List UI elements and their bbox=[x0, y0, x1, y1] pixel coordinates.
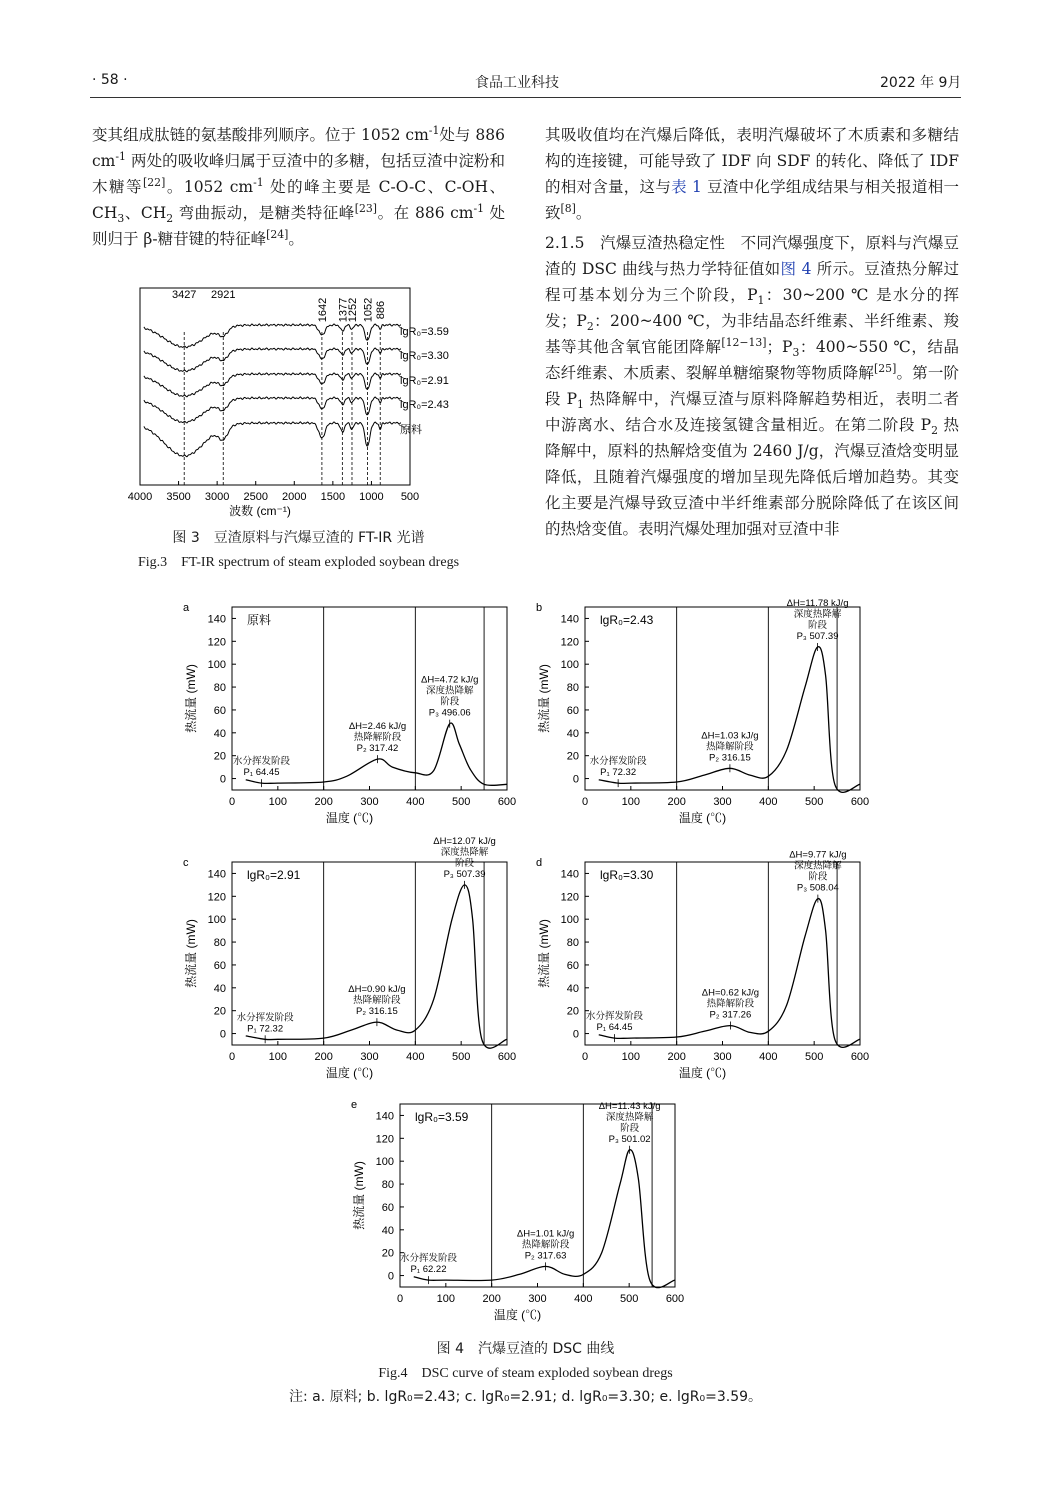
x-tick-label: 100 bbox=[436, 1293, 456, 1305]
y-tick-label: 100 bbox=[560, 914, 579, 927]
x-axis-label: 温度 (℃) bbox=[325, 811, 374, 825]
header-rule bbox=[90, 97, 961, 98]
y-tick-label: 100 bbox=[207, 659, 226, 672]
y-tick-label: 120 bbox=[207, 891, 226, 904]
x-tick-label: 300 bbox=[713, 796, 732, 808]
dsc-curve bbox=[414, 1150, 675, 1288]
x-tick-label: 400 bbox=[759, 796, 778, 808]
panel-sample-label: 原料 bbox=[247, 613, 272, 627]
stage-annotation: P₁ 64.45 bbox=[596, 1022, 633, 1034]
stage-annotation: ΔH=1.03 kJ/g bbox=[701, 730, 759, 742]
y-tick-label: 120 bbox=[560, 891, 579, 904]
stage-annotation: 阶段 bbox=[455, 857, 475, 869]
right-paragraph-2: 2.1.5 汽爆豆渣热稳定性 不同汽爆强度下，原料与汽爆豆渣的 DSC 曲线与热力学特征值如图 4 所示。豆渣热分解过程可基本划分为三个阶段，$P_1$：30~200 ℃ 是水分的挥发；$P_2$：200~400 ℃，为非结晶态纤维素、半纤维素、羧基等其他含氧官能团降解[12−13]；$P_3$：400~550 ℃，结晶态纤维素、木质素、裂解单糖缩聚物等物质降解[25]。第一阶段 $P_1$ 热降解中，汽爆豆渣与原料降解趋势相近，表明二者中游离水、结合水及连接氢键含量相近。在第二阶段 $P_2$ 热降解中，原料的热解焓变值为 2460 J/g，汽爆豆渣焓变明显降低，且随着汽爆强度的增加呈现先降低后增加趋势。其变化主要是汽爆导致豆渣中半纤维素部分脱除降低了在该区间的热焓变值。表明汽爆处理加强对豆渣中非 bbox=[545, 234, 960, 538]
stage-annotation: ΔH=12.07 kJ/g bbox=[433, 835, 496, 847]
issue-date: 2022 年 9月 bbox=[880, 75, 962, 91]
y-tick-label: 60 bbox=[213, 959, 226, 972]
stage-annotation: ΔH=4.72 kJ/g bbox=[421, 674, 479, 686]
y-tick-label: 80 bbox=[566, 937, 579, 950]
ftir-chart bbox=[120, 280, 449, 518]
panel-letter: c bbox=[183, 857, 189, 869]
stage-annotation: P₁ 72.32 bbox=[600, 767, 637, 779]
y-tick-label: 40 bbox=[381, 1224, 394, 1237]
stage-annotation: P₂ 316.15 bbox=[356, 1006, 398, 1018]
stage-annotation: P₂ 317.42 bbox=[356, 743, 399, 755]
stage-annotation: 热降解阶段 bbox=[353, 995, 401, 1007]
y-tick-label: 60 bbox=[566, 959, 579, 972]
table-ref-link[interactable]: 表 1 bbox=[671, 178, 702, 196]
y-tick-label: 100 bbox=[375, 1156, 394, 1169]
ftir-series-line bbox=[144, 373, 401, 397]
y-tick-label: 20 bbox=[213, 1005, 226, 1018]
x-tick-label: 0 bbox=[581, 796, 589, 808]
x-tick-label: 600 bbox=[850, 1051, 870, 1063]
ftir-series-line bbox=[144, 324, 401, 348]
ftir-x-axis-label: 波数 (cm⁻¹) bbox=[229, 504, 291, 518]
stage-annotation: P₁ 64.45 bbox=[243, 767, 280, 779]
x-tick-label: 100 bbox=[621, 1051, 641, 1063]
y-tick-label: 20 bbox=[566, 750, 579, 763]
right-column bbox=[545, 122, 959, 542]
panel-letter: e bbox=[351, 1099, 358, 1111]
stage-annotation: 水分挥发阶段 bbox=[233, 756, 291, 768]
x-tick-label: 0 bbox=[581, 1051, 589, 1063]
x-axis-label: 温度 (℃) bbox=[678, 1066, 727, 1080]
y-tick-label: 0 bbox=[219, 773, 226, 786]
dsc-panel-a bbox=[175, 595, 515, 830]
y-tick-label: 100 bbox=[207, 914, 226, 927]
stage-annotation: P₃ 508.04 bbox=[796, 882, 839, 894]
y-tick-label: 60 bbox=[566, 704, 579, 717]
stage-annotation: 深度热降解 bbox=[794, 860, 842, 872]
x-tick-label: 400 bbox=[574, 1293, 593, 1305]
y-tick-label: 20 bbox=[566, 1005, 579, 1018]
ftir-series-label: lgR₀=3.59 bbox=[400, 326, 449, 338]
stage-annotation: P₃ 507.39 bbox=[796, 631, 839, 643]
y-tick-label: 140 bbox=[375, 1110, 394, 1123]
fig4-caption-en: Fig.4 DSC curve of steam exploded soybean dregs bbox=[378, 1366, 673, 1381]
ftir-series-line bbox=[144, 422, 401, 457]
fig3-caption-en: Fig.3 FT-IR spectrum of steam exploded soybean dregs bbox=[137, 555, 460, 570]
stage-annotation: ΔH=1.01 kJ/g bbox=[516, 1228, 575, 1240]
y-axis-label: 热流量 (mW) bbox=[537, 664, 551, 733]
x-tick-label: 600 bbox=[497, 796, 517, 808]
x-tick-label: 200 bbox=[314, 796, 333, 808]
x-tick-label: 0 bbox=[228, 1051, 236, 1063]
y-tick-label: 0 bbox=[572, 1028, 579, 1041]
stage-annotation: 阶段 bbox=[440, 696, 460, 708]
x-tick-label: 100 bbox=[621, 796, 641, 808]
peak-label: 1052 bbox=[362, 297, 375, 323]
y-tick-label: 60 bbox=[213, 704, 226, 717]
x-axis-label: 温度 (℃) bbox=[493, 1308, 542, 1322]
figure-ref-link[interactable]: 图 4 bbox=[780, 260, 812, 278]
stage-annotation: 热降解阶段 bbox=[521, 1239, 570, 1251]
x-tick-label: 2000 bbox=[282, 491, 307, 503]
y-axis-label: 热流量 (mW) bbox=[352, 1161, 366, 1230]
stage-annotation: 阶段 bbox=[620, 1122, 640, 1134]
y-tick-label: 40 bbox=[566, 982, 579, 995]
stage-annotation: 深度热降解 bbox=[793, 609, 842, 621]
y-tick-label: 20 bbox=[381, 1247, 394, 1260]
peak-label: 1252 bbox=[346, 297, 359, 323]
x-tick-label: 500 bbox=[451, 1051, 471, 1063]
y-tick-label: 80 bbox=[566, 682, 579, 695]
panel-sample-label: lgR₀=2.91 bbox=[247, 868, 301, 882]
stage-annotation: P₃ 496.06 bbox=[428, 707, 471, 719]
panel-sample-label: lgR₀=3.30 bbox=[600, 868, 654, 882]
peak-label: 2921 bbox=[210, 289, 236, 301]
y-tick-label: 60 bbox=[381, 1201, 394, 1214]
stage-annotation: P₂ 317.26 bbox=[709, 1009, 752, 1021]
stage-annotation: 水分挥发阶段 bbox=[400, 1253, 458, 1265]
x-tick-label: 3500 bbox=[166, 491, 191, 503]
y-tick-label: 140 bbox=[207, 613, 226, 626]
x-tick-label: 300 bbox=[528, 1293, 547, 1305]
x-tick-label: 3000 bbox=[204, 491, 230, 503]
y-tick-label: 80 bbox=[213, 682, 226, 695]
y-axis-label: 热流量 (mW) bbox=[184, 664, 198, 733]
y-tick-label: 80 bbox=[213, 937, 226, 950]
x-tick-label: 100 bbox=[268, 1051, 288, 1063]
stage-annotation: ΔH=11.78 kJ/g bbox=[786, 598, 849, 610]
y-tick-label: 120 bbox=[560, 636, 579, 649]
x-tick-label: 300 bbox=[360, 796, 379, 808]
stage-annotation: ΔH=0.90 kJ/g bbox=[348, 984, 406, 996]
peak-label: 886 bbox=[375, 300, 388, 320]
peak-label: 1642 bbox=[316, 297, 329, 323]
x-tick-label: 200 bbox=[314, 1051, 333, 1063]
y-tick-label: 140 bbox=[560, 868, 579, 881]
fig4-caption-zh: 图 4 汽爆豆渣的 DSC 曲线 bbox=[436, 1341, 615, 1357]
stage-annotation: ΔH=2.46 kJ/g bbox=[348, 721, 407, 733]
stage-annotation: 深度热降解 bbox=[605, 1111, 654, 1123]
x-tick-label: 600 bbox=[497, 1051, 517, 1063]
x-axis-label: 温度 (℃) bbox=[678, 811, 727, 825]
stage-annotation: 水分挥发阶段 bbox=[236, 1012, 294, 1024]
stage-annotation: P₁ 62.22 bbox=[410, 1264, 447, 1276]
x-tick-label: 0 bbox=[396, 1293, 404, 1305]
fig4-note: 注: a. 原料; b. lgR₀=2.43; c. lgR₀=2.91; d. lgR₀=3.30; e. lgR₀=3.59。 bbox=[288, 1389, 763, 1405]
x-axis-label: 温度 (℃) bbox=[325, 1066, 374, 1080]
stage-annotation: ΔH=9.77 kJ/g bbox=[789, 849, 847, 861]
x-tick-label: 4000 bbox=[127, 491, 153, 503]
stage-annotation: P₃ 501.02 bbox=[608, 1133, 651, 1145]
x-tick-label: 2500 bbox=[243, 491, 268, 503]
journal-name: 食品工业科技 bbox=[475, 75, 559, 91]
ftir-series-line bbox=[144, 348, 401, 372]
x-tick-label: 500 bbox=[451, 796, 471, 808]
x-tick-label: 600 bbox=[665, 1293, 685, 1305]
dsc-panel-b bbox=[528, 595, 868, 830]
stage-annotation: P₃ 507.39 bbox=[443, 868, 486, 880]
peak-label: 1377 bbox=[337, 297, 350, 323]
x-tick-label: 200 bbox=[482, 1293, 501, 1305]
fig3-caption-zh: 图 3 豆渣原料与汽爆豆渣的 FT-IR 光谱 bbox=[172, 530, 425, 546]
stage-annotation: 热降解阶段 bbox=[706, 998, 755, 1010]
x-tick-label: 300 bbox=[360, 1051, 379, 1063]
y-tick-label: 120 bbox=[375, 1133, 394, 1146]
panel-sample-label: lgR₀=2.43 bbox=[600, 613, 654, 627]
left-paragraph: 变其组成肽链的氨基酸排列顺序。位于 1052 $cm^{-1}$处与 886 $cm^{-1}$ 两处的吸收峰归属于豆渣中的多糖，包括豆渣中淀粉和木糖等[22]。1052 $cm^{-1}$ 处的峰主要是 C-O-C、C-OH、$CH_3$、$CH_2$ 弯曲振动，是糖类特征峰[23]。在 886 $cm^{-1}$ 处则归于 β-糖苷键的特征峰[24]。 bbox=[92, 123, 505, 248]
y-tick-label: 0 bbox=[387, 1270, 394, 1283]
ftir-series-label: 原料 bbox=[400, 424, 422, 436]
stage-annotation: 深度热降解 bbox=[425, 685, 474, 697]
x-tick-label: 0 bbox=[228, 796, 236, 808]
stage-annotation: 热降解阶段 bbox=[706, 741, 754, 753]
stage-annotation: 阶段 bbox=[808, 871, 828, 883]
panel-sample-label: lgR₀=3.59 bbox=[415, 1110, 469, 1124]
x-tick-label: 1500 bbox=[320, 491, 346, 503]
y-tick-label: 140 bbox=[207, 868, 226, 881]
stage-annotation: P₂ 316.15 bbox=[709, 752, 751, 764]
x-tick-label: 100 bbox=[268, 796, 288, 808]
x-tick-label: 200 bbox=[667, 796, 686, 808]
page-number: · 58 · bbox=[92, 72, 128, 88]
panel-letter: b bbox=[536, 602, 543, 614]
x-tick-label: 400 bbox=[759, 1051, 778, 1063]
y-axis-label: 热流量 (mW) bbox=[537, 919, 551, 988]
y-tick-label: 100 bbox=[560, 659, 579, 672]
stage-annotation: 水分挥发阶段 bbox=[586, 1011, 644, 1023]
ftir-series-label: lgR₀=3.30 bbox=[400, 350, 449, 362]
x-tick-label: 300 bbox=[713, 1051, 732, 1063]
ftir-series-label: lgR₀=2.43 bbox=[400, 399, 449, 411]
dsc-curve bbox=[246, 885, 507, 1048]
y-tick-label: 140 bbox=[560, 613, 579, 626]
x-tick-label: 500 bbox=[804, 1051, 824, 1063]
stage-annotation: 深度热降解 bbox=[440, 846, 489, 858]
y-tick-label: 0 bbox=[572, 773, 579, 786]
x-tick-label: 1000 bbox=[359, 491, 384, 503]
dsc-panel-c bbox=[175, 835, 517, 1090]
y-tick-label: 40 bbox=[213, 982, 226, 995]
y-tick-label: 40 bbox=[213, 727, 226, 740]
x-tick-label: 200 bbox=[667, 1051, 686, 1063]
stage-annotation: 热降解阶段 bbox=[353, 732, 402, 744]
stage-annotation: 水分挥发阶段 bbox=[589, 756, 647, 768]
panel-letter: a bbox=[183, 602, 190, 614]
x-tick-label: 500 bbox=[804, 796, 824, 808]
y-tick-label: 120 bbox=[207, 636, 226, 649]
ftir-series-label: lgR₀=2.91 bbox=[400, 375, 449, 387]
stage-annotation: ΔH=11.43 kJ/g bbox=[598, 1100, 661, 1112]
dsc-panel-e bbox=[343, 1092, 683, 1332]
dsc-curve bbox=[599, 647, 860, 793]
ftir-series-line bbox=[144, 397, 401, 423]
x-tick-label: 600 bbox=[850, 796, 870, 808]
y-tick-label: 40 bbox=[566, 727, 579, 740]
stage-annotation: P₁ 72.32 bbox=[247, 1023, 284, 1035]
y-axis-label: 热流量 (mW) bbox=[184, 919, 198, 988]
peak-label: 3427 bbox=[171, 289, 197, 301]
y-tick-label: 0 bbox=[219, 1028, 226, 1041]
stage-annotation: 阶段 bbox=[808, 620, 828, 632]
panel-letter: d bbox=[536, 857, 543, 869]
stage-annotation: ΔH=0.62 kJ/g bbox=[701, 987, 760, 999]
y-tick-label: 80 bbox=[381, 1179, 394, 1192]
dsc-panel-d bbox=[528, 850, 868, 1090]
x-tick-label: 500 bbox=[619, 1293, 639, 1305]
x-tick-label: 500 bbox=[400, 491, 420, 503]
dsc-curve bbox=[596, 899, 860, 1048]
right-paragraph-1: 其吸收值均在汽爆后降低，表明汽爆破坏了木质素和多糖结构的连接键，可能导致了 IDF 向 SDF 的转化、降低了 IDF 的相对含量，这与表 1 豆渣中化学组成结果与相关报道相一致[8]。 bbox=[545, 126, 959, 222]
x-tick-label: 400 bbox=[406, 1051, 425, 1063]
stage-annotation: P₂ 317.63 bbox=[524, 1250, 567, 1262]
x-tick-label: 400 bbox=[406, 796, 425, 808]
y-tick-label: 20 bbox=[213, 750, 226, 763]
